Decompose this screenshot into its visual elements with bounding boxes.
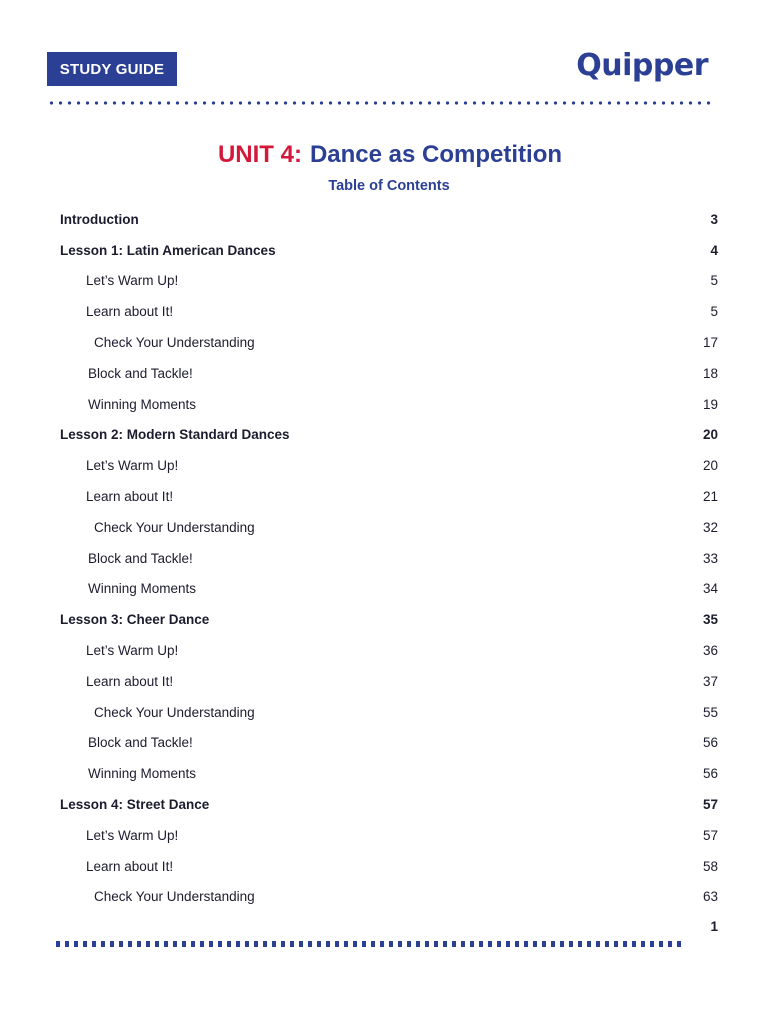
toc-entry-page: 20 <box>702 458 718 474</box>
toc-entry-page: 17 <box>702 335 718 351</box>
toc-entry-title: Check Your Understanding <box>94 519 255 535</box>
toc-heading: Table of Contents <box>328 178 450 194</box>
toc-entry-title: Introduction <box>60 211 139 227</box>
toc-entry[interactable] <box>60 604 718 635</box>
toc-entry[interactable] <box>60 666 718 697</box>
toc-entry-page: 19 <box>702 396 718 412</box>
toc-entry-title: Check Your Understanding <box>94 704 255 720</box>
toc-entry[interactable] <box>60 327 718 358</box>
toc-entry[interactable] <box>60 789 718 820</box>
footer-dotted-divider <box>56 941 684 947</box>
unit-label: UNIT 4: <box>217 141 302 168</box>
toc-entry[interactable] <box>60 543 718 574</box>
toc-entry[interactable] <box>60 820 718 851</box>
toc-entry-title: Block and Tackle! <box>88 365 193 381</box>
unit-name: Dance as Competition <box>309 141 563 168</box>
toc-entry-title: Winning Moments <box>88 581 197 597</box>
quipper-logo: Quipper <box>576 48 708 83</box>
toc-entry[interactable] <box>60 697 718 728</box>
toc-entry-title: Learn about It! <box>86 489 174 505</box>
toc-entry[interactable] <box>60 450 718 481</box>
toc-entry-page: 63 <box>702 889 718 905</box>
toc-entry-page: 5 <box>710 304 718 320</box>
toc-entry-title: Let’s Warm Up! <box>86 458 179 474</box>
toc-entry-title: Lesson 2: Modern Standard Dances <box>60 427 290 443</box>
toc-entry-title: Winning Moments <box>88 396 197 412</box>
header-dotted-divider <box>47 101 711 105</box>
toc-entry-page: 57 <box>702 797 718 813</box>
toc-entry[interactable] <box>60 481 718 512</box>
toc-entry[interactable] <box>60 512 718 543</box>
toc-entry[interactable] <box>60 728 718 759</box>
toc-entry-page: 56 <box>702 735 718 751</box>
toc-entry[interactable] <box>60 358 718 389</box>
toc-entry[interactable] <box>60 851 718 882</box>
toc-entry[interactable] <box>60 574 718 605</box>
toc-entry-page: 35 <box>702 612 718 628</box>
toc-entry-page: 20 <box>702 427 718 443</box>
toc-entry-page: 57 <box>702 827 718 843</box>
toc-entry[interactable] <box>60 882 718 913</box>
toc-entry-page: 37 <box>702 673 718 689</box>
toc-entry[interactable] <box>60 266 718 297</box>
toc-entry-title: Let’s Warm Up! <box>86 827 179 843</box>
toc-entry-title: Learn about It! <box>86 304 174 320</box>
toc-entry-page: 33 <box>702 550 718 566</box>
page-number: 1 <box>710 919 718 934</box>
toc-entry-page: 56 <box>702 766 718 782</box>
toc-entry-page: 32 <box>702 519 718 535</box>
toc-entry-title: Let’s Warm Up! <box>86 273 179 289</box>
toc-entry-title: Block and Tackle! <box>88 550 193 566</box>
toc-entry-page: 4 <box>710 242 718 258</box>
toc-entry-title: Check Your Understanding <box>94 889 255 905</box>
toc-entry[interactable] <box>60 204 718 235</box>
toc-entry-title: Learn about It! <box>86 858 174 874</box>
toc-entry-page: 36 <box>702 643 718 659</box>
toc-entry-page: 3 <box>710 211 718 227</box>
toc-entry-title: Learn about It! <box>86 673 174 689</box>
toc-entry-title: Check Your Understanding <box>94 335 255 351</box>
toc-entry[interactable] <box>60 389 718 420</box>
toc-entry-page: 21 <box>702 489 718 505</box>
toc-entry-title: Lesson 1: Latin American Dances <box>60 242 276 258</box>
toc-entry-page: 58 <box>702 858 718 874</box>
toc-entry-page: 5 <box>710 273 718 289</box>
toc-entry[interactable] <box>60 235 718 266</box>
page-title <box>0 141 768 169</box>
toc-entry-title: Winning Moments <box>88 766 197 782</box>
toc-entry-page: 55 <box>702 704 718 720</box>
toc-entry[interactable] <box>60 420 718 451</box>
study-guide-badge: STUDY GUIDE <box>47 52 177 86</box>
toc-entry-title: Block and Tackle! <box>88 735 193 751</box>
toc-entry-page: 18 <box>702 365 718 381</box>
toc-entry[interactable] <box>60 296 718 327</box>
toc-entry-title: Let’s Warm Up! <box>86 643 179 659</box>
toc-entry-title: Lesson 4: Street Dance <box>60 797 210 813</box>
toc-entry-page: 34 <box>702 581 718 597</box>
toc-entry[interactable] <box>60 635 718 666</box>
toc-entry[interactable] <box>60 758 718 789</box>
toc-entry-title: Lesson 3: Cheer Dance <box>60 612 210 628</box>
table-of-contents <box>60 204 718 912</box>
